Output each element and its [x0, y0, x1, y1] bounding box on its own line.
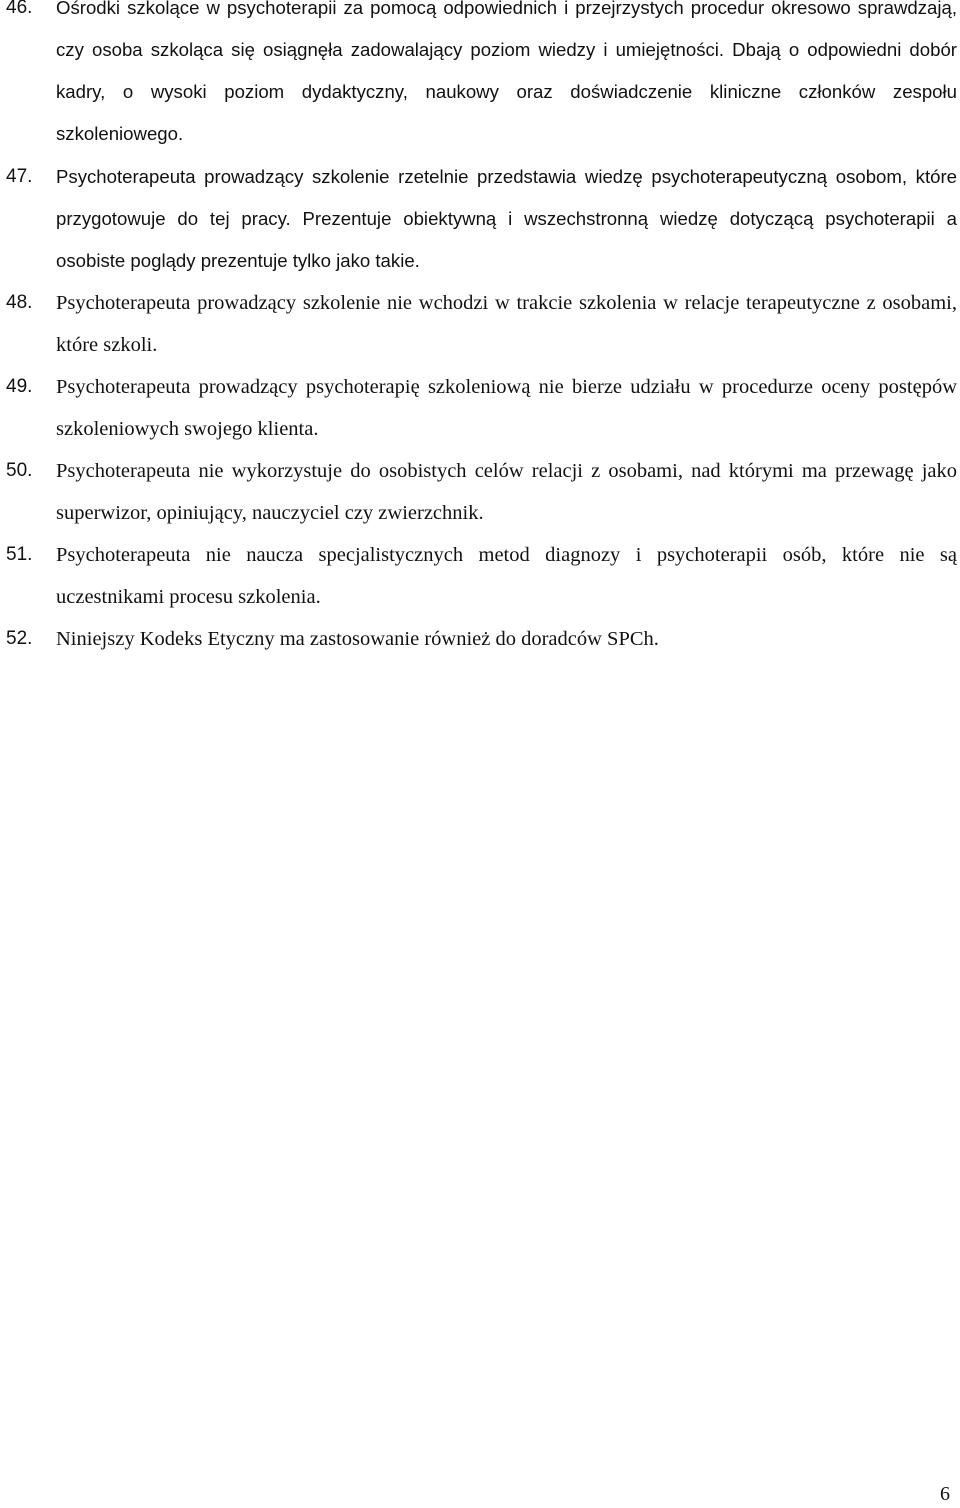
item-text: Psychoterapeuta nie naucza specjalistycznych metod diagnozy i psychoterapii osób, które nie są uczestnikami procesu szkolenia.: [56, 544, 957, 608]
item-text: Ośrodki szkolące w psychoterapii za pomocą odpowiednich i przejrzystych procedur okresowo sprawdzają, czy osoba szkoląca się osiągnęła zadowalający poziom wiedzy i umiejętności. Dbają o odpowiedni dobór kadry, o wysoki poziom dydaktyczny, naukowy oraz doświadczenie kliniczne członków zespołu szkoleniowego.: [56, 0, 957, 144]
item-number: 50.: [6, 460, 33, 481]
item-text: Psychoterapeuta prowadzący psychoterapię szkoleniową nie bierze udziału w procedurze oceny postępów szkoleniowych swojego klienta.: [56, 376, 957, 440]
item-number: 52.: [6, 628, 33, 649]
item-text: Niniejszy Kodeks Etyczny ma zastosowanie również do doradców SPCh.: [56, 628, 659, 650]
item-number: 51.: [6, 544, 33, 565]
item-text: Psychoterapeuta nie wykorzystuje do osobistych celów relacji z osobami, nad którymi ma przewagę jako superwizor, opiniujący, nauczyciel czy zwierzchnik.: [56, 460, 957, 524]
item-number: 46.: [6, 0, 33, 18]
item-text: Psychoterapeuta prowadzący szkolenie rzetelnie przedstawia wiedzę psychoterapeutyczną osobom, które przygotowuje do tej pracy. Prezentuje obiektywną i wszechstronną wiedzę dotyczącą psychoterapii a osobiste poglądy prezentuje tylko jako takie.: [56, 166, 957, 271]
page-number: 6: [940, 1483, 950, 1505]
item-number: 47.: [6, 166, 33, 187]
item-number: 48.: [6, 292, 33, 313]
item-text: Psychoterapeuta prowadzący szkolenie nie wchodzi w trakcie szkolenia w relacje terapeutyczne z osobami, które szkoli.: [56, 292, 957, 356]
item-number: 49.: [6, 376, 33, 397]
